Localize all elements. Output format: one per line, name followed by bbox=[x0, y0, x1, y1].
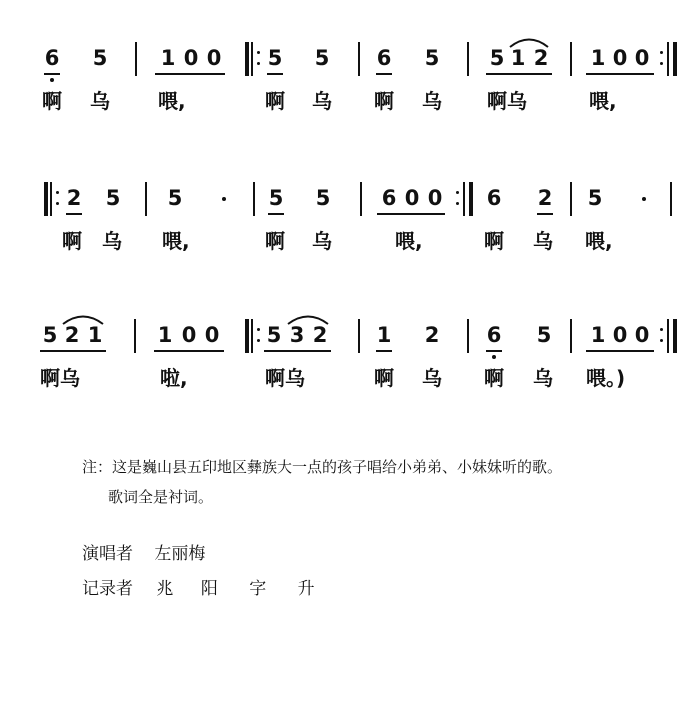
note: 2 bbox=[537, 186, 553, 210]
note: 6 bbox=[381, 186, 397, 210]
repeat-dots bbox=[56, 189, 59, 207]
lyric: 喂, bbox=[585, 229, 613, 253]
repeat-dots bbox=[660, 49, 663, 67]
note: 1 bbox=[590, 46, 606, 70]
repeat-start-barline bbox=[245, 42, 249, 76]
lyric: 乌 bbox=[422, 89, 442, 113]
barline bbox=[467, 42, 469, 76]
note-underline bbox=[586, 350, 654, 352]
lyric: 啊 bbox=[62, 229, 82, 253]
score-system-1 bbox=[0, 48, 700, 158]
slur bbox=[508, 36, 550, 48]
note: 5 bbox=[268, 186, 284, 210]
augmentation-dot bbox=[222, 197, 226, 201]
lyric: 啊乌 bbox=[487, 89, 527, 113]
note-underline bbox=[154, 350, 224, 352]
note-underline bbox=[40, 350, 106, 352]
lyric: 乌 bbox=[312, 89, 332, 113]
barline bbox=[135, 42, 137, 76]
note: 6 bbox=[486, 323, 502, 347]
repeat-start-barline bbox=[245, 319, 249, 353]
note: 5 bbox=[536, 323, 552, 347]
lyric: 喂, bbox=[162, 229, 190, 253]
barline bbox=[251, 319, 253, 353]
barline bbox=[251, 42, 253, 76]
lyric: 乌 bbox=[533, 366, 553, 390]
barline bbox=[358, 319, 360, 353]
lyric: 啊 bbox=[265, 89, 285, 113]
repeat-end-barline bbox=[469, 182, 473, 216]
note-underline bbox=[376, 350, 392, 352]
note: 5 bbox=[266, 323, 282, 347]
note-underline bbox=[66, 213, 82, 215]
lyric: 啊 bbox=[374, 366, 394, 390]
note-underline bbox=[264, 350, 331, 352]
lyric: 乌 bbox=[533, 229, 553, 253]
note: 2 bbox=[312, 323, 328, 347]
lyric: 乌 bbox=[422, 366, 442, 390]
singer-label: 演唱者 bbox=[82, 544, 133, 564]
note: 0 bbox=[404, 186, 420, 210]
barline bbox=[360, 182, 362, 216]
note-underline bbox=[486, 350, 502, 352]
barline bbox=[253, 182, 255, 216]
note-underline bbox=[155, 73, 225, 75]
note: 2 bbox=[533, 46, 549, 70]
augmentation-dot bbox=[642, 197, 646, 201]
footnote-line-1: 注：这是巍山县五印地区彝族大一点的孩子唱给小弟弟、小妹妹听的歌。 bbox=[82, 458, 563, 476]
note: 0 bbox=[204, 323, 220, 347]
note: 5 bbox=[105, 186, 121, 210]
note: 5 bbox=[267, 46, 283, 70]
recorder-name: 兆 bbox=[156, 579, 174, 599]
recorder-credit bbox=[82, 577, 315, 601]
note: 0 bbox=[181, 323, 197, 347]
note: 1 bbox=[87, 323, 103, 347]
barline bbox=[667, 42, 669, 76]
lyric: 喂, bbox=[158, 89, 186, 113]
note: 0 bbox=[612, 323, 628, 347]
repeat-dots bbox=[257, 326, 260, 344]
note: 0 bbox=[634, 46, 650, 70]
slur bbox=[61, 313, 105, 325]
note-underline bbox=[377, 213, 445, 215]
recorder-label: 记录者 bbox=[82, 579, 133, 599]
note: 1 bbox=[510, 46, 526, 70]
note: 1 bbox=[376, 323, 392, 347]
note: 6 bbox=[44, 46, 60, 70]
barline bbox=[145, 182, 147, 216]
note: 1 bbox=[157, 323, 173, 347]
note-underline bbox=[44, 73, 60, 75]
barline bbox=[670, 182, 672, 216]
barline bbox=[667, 319, 669, 353]
lyric: 乌 bbox=[312, 229, 332, 253]
lyric: 乌 bbox=[102, 229, 122, 253]
note-underline bbox=[268, 213, 284, 215]
note: 0 bbox=[612, 46, 628, 70]
note: 5 bbox=[587, 186, 603, 210]
lyric: 喂, bbox=[589, 89, 617, 113]
note: 2 bbox=[66, 186, 82, 210]
repeat-dots bbox=[456, 189, 459, 207]
note-underline bbox=[486, 73, 552, 75]
note-underline bbox=[376, 73, 392, 75]
footnote-line-2: 歌词全是衬词。 bbox=[108, 488, 214, 506]
barline bbox=[358, 42, 360, 76]
barline bbox=[570, 182, 572, 216]
note: 0 bbox=[183, 46, 199, 70]
score-system-2 bbox=[0, 188, 700, 298]
note: 0 bbox=[206, 46, 222, 70]
repeat-dots bbox=[257, 49, 260, 67]
lyric: 喂。) bbox=[586, 366, 626, 390]
barline bbox=[463, 182, 465, 216]
octave-dot bbox=[50, 78, 54, 82]
barline bbox=[570, 319, 572, 353]
slur bbox=[286, 313, 330, 325]
note: 2 bbox=[64, 323, 80, 347]
barline bbox=[570, 42, 572, 76]
lyric: 啊 bbox=[484, 366, 504, 390]
note: 0 bbox=[427, 186, 443, 210]
singer-name: 左丽梅 bbox=[154, 544, 206, 564]
octave-dot bbox=[492, 355, 496, 359]
repeat-dots bbox=[660, 326, 663, 344]
repeat-end-barline bbox=[673, 42, 677, 76]
barline bbox=[50, 182, 52, 216]
lyric: 啊 bbox=[42, 89, 62, 113]
lyric: 喂, bbox=[395, 229, 423, 253]
note: 6 bbox=[376, 46, 392, 70]
note: 1 bbox=[590, 323, 606, 347]
repeat-start-barline bbox=[44, 182, 48, 216]
recorder-name: 字 bbox=[249, 579, 267, 599]
lyric: 啊 bbox=[374, 89, 394, 113]
note: 5 bbox=[315, 186, 331, 210]
lyric: 啊 bbox=[484, 229, 504, 253]
lyric: 啊 bbox=[265, 229, 285, 253]
barline bbox=[467, 319, 469, 353]
score-system-3 bbox=[0, 325, 700, 435]
lyric: 乌 bbox=[90, 89, 110, 113]
note: 5 bbox=[92, 46, 108, 70]
lyric: 啊乌 bbox=[265, 366, 305, 390]
barline bbox=[134, 319, 136, 353]
note: 2 bbox=[424, 323, 440, 347]
note: 1 bbox=[160, 46, 176, 70]
note: 5 bbox=[314, 46, 330, 70]
note: 6 bbox=[486, 186, 502, 210]
footnote bbox=[82, 452, 682, 512]
note-underline bbox=[537, 213, 553, 215]
note-underline bbox=[586, 73, 654, 75]
recorder-name: 升 bbox=[297, 579, 315, 599]
repeat-end-barline bbox=[673, 319, 677, 353]
note: 5 bbox=[42, 323, 58, 347]
lyric: 啊乌 bbox=[40, 366, 80, 390]
recorder-name: 阳 bbox=[200, 579, 218, 599]
lyric: 啦, bbox=[160, 366, 188, 390]
note: 0 bbox=[634, 323, 650, 347]
singer-credit bbox=[82, 542, 205, 566]
note: 3 bbox=[289, 323, 305, 347]
note: 5 bbox=[489, 46, 505, 70]
note-underline bbox=[267, 73, 283, 75]
note: 5 bbox=[424, 46, 440, 70]
note: 5 bbox=[167, 186, 183, 210]
